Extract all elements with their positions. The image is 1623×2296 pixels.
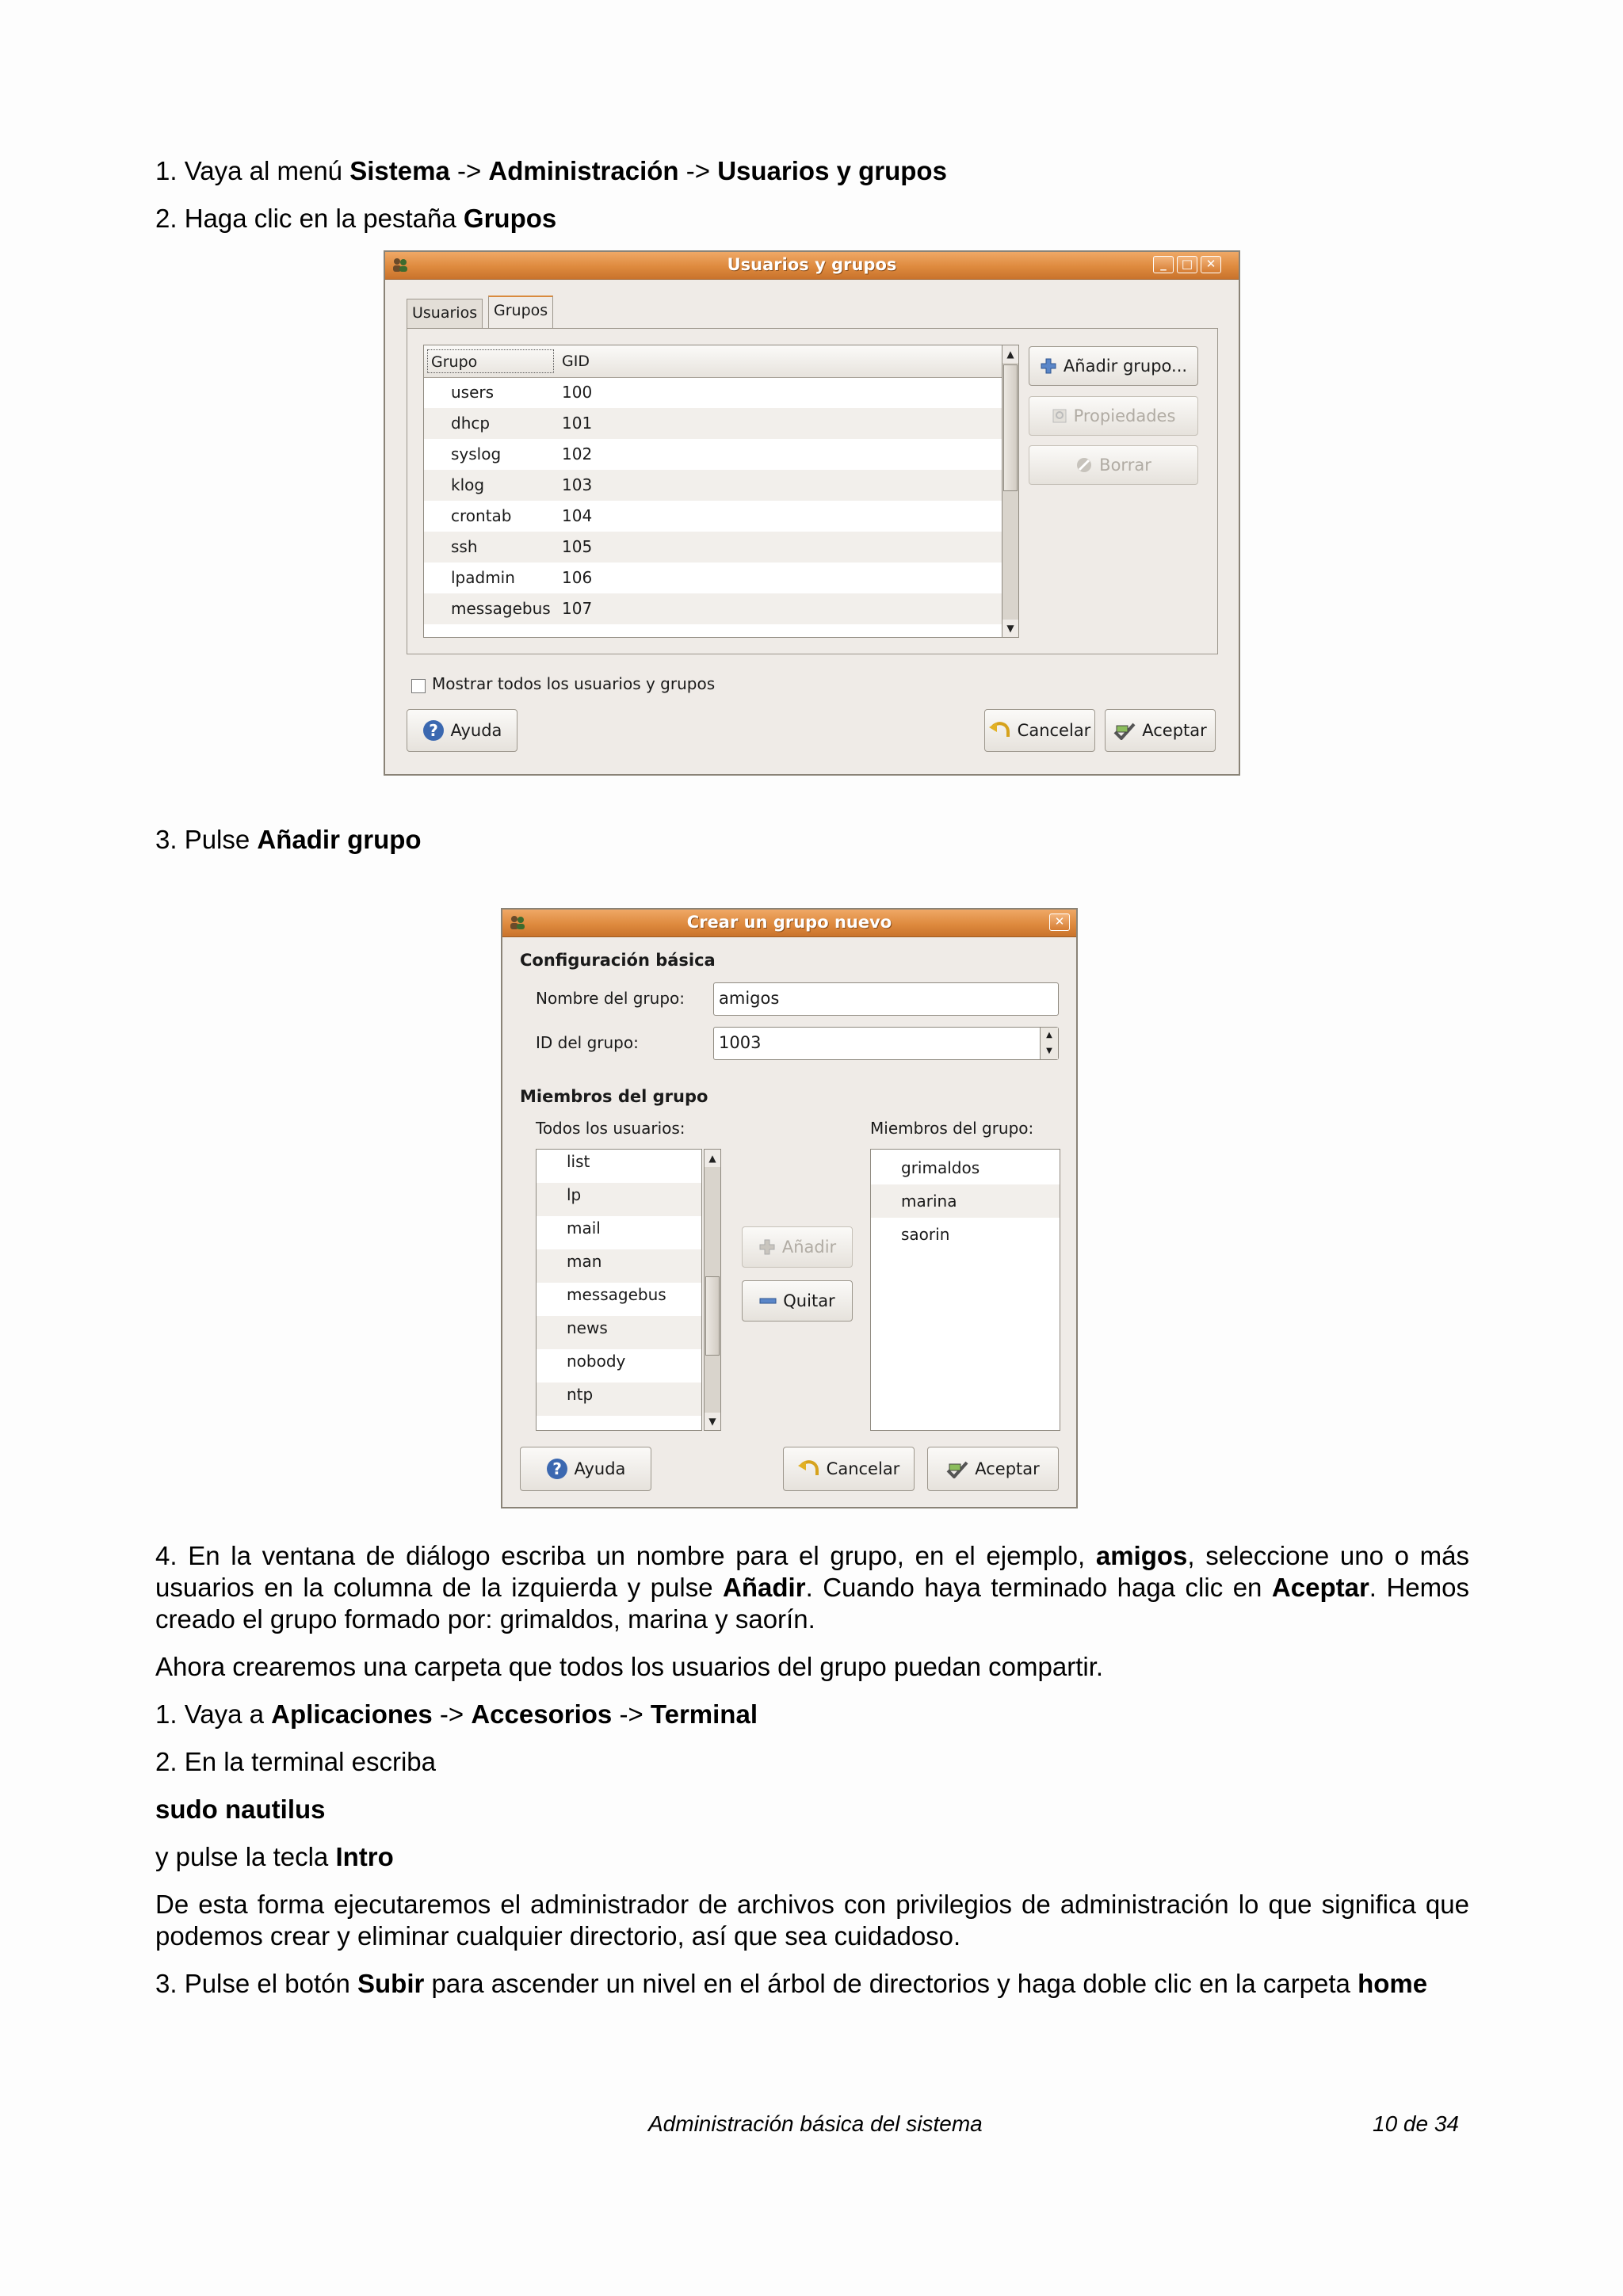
table-header — [424, 345, 1010, 378]
accept-button[interactable] — [1105, 709, 1216, 752]
group-name-cell: messagebus — [451, 599, 551, 618]
footer-title — [648, 2111, 983, 2137]
scroll-down-arrow[interactable]: ▼ — [1002, 620, 1018, 637]
p4-bold-3: Aceptar — [1271, 1573, 1369, 1602]
users-groups-dialog — [384, 250, 1240, 776]
group-name-cell: syslog — [451, 444, 502, 463]
tab-usuarios-label: Usuarios — [412, 304, 478, 322]
description-paragraph — [155, 1889, 1469, 1952]
desc-text: De esta forma ejecutaremos el administrador de archivos con privilegios de administración lo que significa que podemos crear y eliminar cualquier directorio, así que sea cuidadoso. — [155, 1890, 1469, 1951]
step-1 — [155, 155, 1469, 187]
group-gid-cell: 100 — [562, 383, 593, 402]
p4-text-3: . Cuando haya terminado haga clic en — [805, 1573, 1272, 1602]
cancel-label: Cancelar — [1017, 721, 1091, 740]
add-member-button[interactable] — [742, 1226, 853, 1268]
table-row[interactable] — [424, 532, 1010, 563]
group-name-cell: dhcp — [451, 414, 491, 433]
svg-text:?: ? — [552, 1459, 562, 1478]
apply-icon — [1113, 721, 1136, 740]
accept-button[interactable] — [927, 1447, 1059, 1491]
scroll-down-arrow[interactable]: ▼ — [705, 1413, 720, 1430]
properties-icon — [1052, 408, 1067, 424]
scroll-thumb[interactable] — [1003, 364, 1018, 491]
tab-grupos[interactable] — [488, 296, 553, 329]
group-name-label-text: Nombre del grupo: — [536, 989, 685, 1008]
close-button[interactable]: ✕ — [1201, 256, 1221, 273]
new-group-dialog — [501, 908, 1078, 1508]
s3-text-2: para ascender un nivel en el árbol de directorios y haga doble clic en la carpeta — [424, 1969, 1358, 1998]
p4-bold-1: amigos — [1095, 1541, 1188, 1570]
page-number — [1373, 2111, 1459, 2137]
command-text: sudo nautilus — [155, 1794, 326, 1824]
step-4-paragraph — [155, 1540, 1469, 1635]
table-row[interactable] — [424, 377, 1010, 408]
terminal-step-3 — [155, 1968, 1469, 2000]
s2b-bold: Intro — [335, 1842, 394, 1871]
group-members-list[interactable] — [870, 1149, 1060, 1431]
help-button[interactable] — [520, 1447, 651, 1491]
undo-icon — [798, 1459, 820, 1478]
plus-icon — [758, 1238, 776, 1256]
intro-paragraph — [155, 1651, 1469, 1683]
group-name-label — [536, 989, 685, 1008]
properties-label: Propiedades — [1073, 406, 1176, 425]
add-group-label: Añadir grupo... — [1063, 357, 1188, 376]
members-heading — [520, 1087, 708, 1106]
step-1-arrow-2: -> — [678, 156, 718, 185]
spin-buttons[interactable]: ▲ ▼ — [1040, 1028, 1058, 1059]
group-gid-cell: 106 — [562, 568, 593, 587]
group-members-label — [870, 1119, 1033, 1138]
group-members-label-text: Miembros del grupo: — [870, 1119, 1034, 1138]
dialog-titlebar — [385, 252, 1239, 280]
list-item[interactable]: mail — [567, 1219, 601, 1238]
step-1-text: 1. Vaya al menú — [155, 156, 350, 185]
terminal-step-1 — [155, 1699, 1469, 1730]
maximize-button[interactable]: □ — [1177, 256, 1197, 273]
undo-icon — [989, 721, 1011, 740]
dialog-title: Usuarios y grupos — [727, 255, 897, 274]
groups-scrollbar[interactable] — [1002, 345, 1019, 638]
plus-icon — [1040, 357, 1057, 375]
group-name-cell: users — [451, 383, 495, 402]
groups-table[interactable] — [423, 345, 1011, 638]
step-1-bold-1: Sistema — [349, 156, 450, 185]
list-item[interactable]: ntp — [537, 1383, 701, 1416]
accept-label: Aceptar — [975, 1459, 1040, 1478]
step-3 — [155, 824, 1469, 856]
scroll-up-arrow[interactable]: ▲ — [1002, 345, 1018, 363]
p4-text-2: , seleccione uno o más usuarios en la columna de la izquierda y pulse — [155, 1541, 1469, 1602]
p4-text-1: 4. En la ventana de diálogo escriba un nombre para el grupo, en el ejemplo, — [155, 1541, 1096, 1570]
help-label: Ayuda — [450, 721, 502, 740]
cancel-label: Cancelar — [826, 1459, 900, 1478]
scroll-up-arrow[interactable]: ▲ — [705, 1150, 720, 1167]
basic-config-text: Configuración básica — [520, 951, 716, 970]
s1-text: 1. Vaya a — [155, 1699, 272, 1729]
minus-icon — [759, 1297, 777, 1305]
group-name-value: amigos — [719, 989, 780, 1008]
minimize-button[interactable]: _ — [1153, 256, 1174, 273]
remove-member-label: Quitar — [783, 1291, 835, 1310]
close-button[interactable]: ✕ — [1049, 913, 1070, 931]
list-item[interactable]: news — [537, 1316, 701, 1349]
tab-grupos-label: Grupos — [494, 302, 548, 319]
page-number-text: 10 de 34 — [1373, 2111, 1459, 2136]
s1-bold-1: Aplicaciones — [271, 1699, 433, 1729]
command-line — [155, 1794, 1469, 1825]
terminal-step-2 — [155, 1746, 1469, 1778]
s3-bold-2: home — [1358, 1969, 1428, 1998]
group-id-label-text: ID del grupo: — [536, 1033, 639, 1052]
list-item[interactable]: saorin — [901, 1225, 950, 1244]
group-gid-cell: 103 — [562, 475, 593, 494]
group-name-cell: klog — [451, 475, 485, 494]
list-item[interactable]: marina — [871, 1184, 1060, 1218]
basic-config-heading — [520, 951, 716, 970]
s2b-text: y pulse la tecla — [155, 1842, 336, 1871]
footer-title-text: Administración básica del sistema — [648, 2111, 983, 2136]
column-header-grupo[interactable] — [427, 349, 554, 373]
group-gid-cell: 101 — [562, 414, 593, 433]
tab-usuarios[interactable] — [407, 299, 483, 329]
add-group-button[interactable] — [1029, 346, 1198, 386]
list-item[interactable]: list — [567, 1152, 590, 1171]
delete-icon — [1075, 456, 1093, 474]
list-item[interactable]: lp — [537, 1183, 701, 1216]
s3-text-1: 3. Pulse el botón — [155, 1969, 358, 1998]
step-1-arrow-1: -> — [449, 156, 489, 185]
delete-label: Borrar — [1099, 456, 1151, 475]
table-row[interactable] — [424, 470, 1010, 501]
properties-button[interactable] — [1029, 396, 1198, 436]
table-row[interactable] — [424, 563, 1010, 593]
table-row[interactable] — [424, 439, 1010, 470]
members-heading-text: Miembros del grupo — [520, 1087, 708, 1106]
all-users-list[interactable] — [536, 1149, 702, 1431]
step-3-bold: Añadir grupo — [257, 825, 422, 854]
group-id-label — [536, 1033, 639, 1052]
step-2 — [155, 203, 1469, 235]
intro-text: Ahora crearemos una carpeta que todos los usuarios del grupo puedan compartir. — [155, 1652, 1104, 1681]
new-group-title: Crear un grupo nuevo — [686, 913, 892, 932]
all-users-label-text: Todos los usuarios: — [536, 1119, 685, 1138]
table-row[interactable] — [424, 408, 1010, 439]
help-button[interactable] — [407, 709, 517, 752]
p4-bold-2: Añadir — [723, 1573, 806, 1602]
column-grupo-label: Grupo — [431, 353, 478, 371]
column-header-gid[interactable] — [562, 349, 590, 373]
group-gid-cell: 105 — [562, 537, 593, 556]
cancel-button[interactable] — [783, 1447, 915, 1491]
delete-button[interactable] — [1029, 445, 1198, 485]
s2-text: 2. En la terminal escriba — [155, 1747, 436, 1776]
s1-arrow-1: -> — [432, 1699, 472, 1729]
step-2-bold: Grupos — [463, 204, 557, 233]
group-gid-cell: 104 — [562, 506, 593, 525]
list-item[interactable]: man — [537, 1249, 701, 1283]
group-name-input[interactable] — [713, 982, 1059, 1016]
cancel-button[interactable] — [984, 709, 1095, 752]
group-id-spinner[interactable] — [713, 1027, 1059, 1060]
p4-text-4: . Hemos creado el grupo formado por: grimaldos, marina y saorín. — [155, 1573, 1469, 1634]
show-all-text: Mostrar todos los usuarios y grupos — [432, 674, 716, 693]
press-enter-line — [155, 1841, 1469, 1873]
group-name-cell: lpadmin — [451, 568, 515, 587]
scroll-thumb[interactable] — [705, 1276, 720, 1356]
accept-label: Aceptar — [1142, 721, 1207, 740]
s1-bold-2: Accesorios — [471, 1699, 613, 1729]
new-group-titlebar — [502, 910, 1076, 937]
apply-icon — [946, 1459, 968, 1478]
help-label: Ayuda — [574, 1459, 626, 1478]
table-row[interactable] — [424, 593, 1010, 624]
show-all-checkbox[interactable] — [411, 679, 426, 693]
add-member-label: Añadir — [781, 1238, 837, 1257]
s1-bold-3: Terminal — [650, 1699, 758, 1729]
step-3-text: 3. Pulse — [155, 825, 258, 854]
step-2-text: 2. Haga clic en la pestaña — [155, 204, 464, 233]
group-name-cell: ssh — [451, 537, 478, 556]
list-item[interactable]: nobody — [567, 1352, 626, 1371]
show-all-label — [432, 674, 715, 693]
table-row[interactable] — [424, 501, 1010, 532]
help-icon — [422, 719, 445, 742]
list-item[interactable]: grimaldos — [901, 1158, 980, 1177]
group-id-value: 1003 — [719, 1033, 762, 1052]
group-name-cell: crontab — [451, 506, 512, 525]
all-users-label — [536, 1119, 685, 1138]
all-users-scrollbar[interactable] — [704, 1149, 721, 1431]
help-icon — [546, 1458, 568, 1480]
group-gid-cell: 102 — [562, 444, 593, 463]
remove-member-button[interactable] — [742, 1280, 853, 1322]
column-gid-label: GID — [562, 353, 590, 370]
list-item[interactable]: messagebus — [567, 1285, 666, 1304]
group-gid-cell: 107 — [562, 599, 593, 618]
step-1-bold-2: Administración — [488, 156, 679, 185]
s3-bold-1: Subir — [357, 1969, 425, 1998]
step-1-bold-3: Usuarios y grupos — [717, 156, 947, 185]
s1-arrow-2: -> — [612, 1699, 651, 1729]
svg-text:?: ? — [428, 721, 438, 740]
